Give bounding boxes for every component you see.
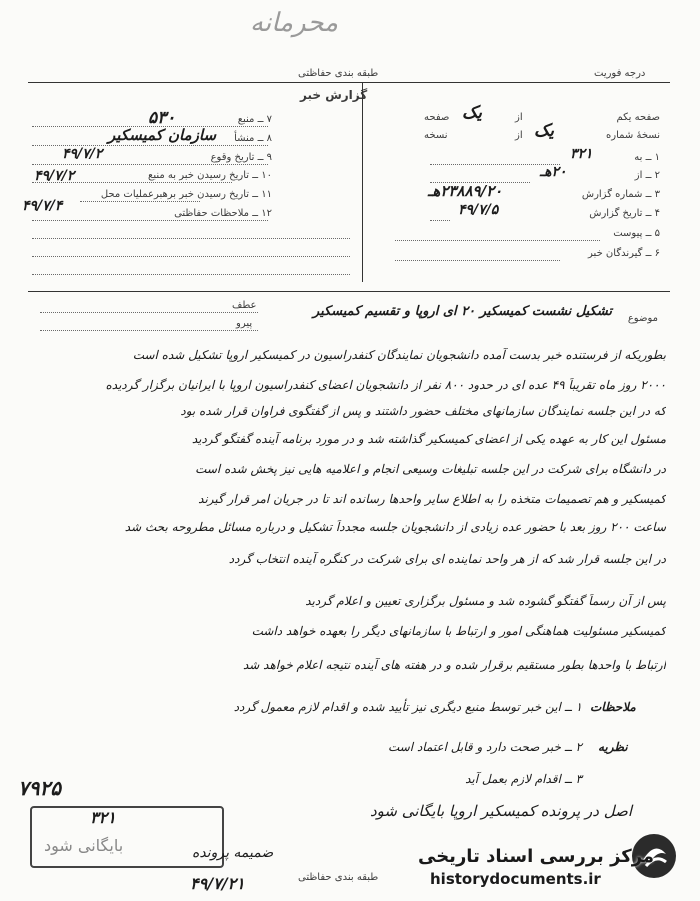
body-line: در این جلسه قرار شد که از هر واحد نماینده ای برای شرکت در کنگره آینده انتخاب گردد <box>228 552 666 566</box>
bottom-classification-label: طبقه بندی حفاظتی <box>298 872 379 883</box>
notes-label: ملاحظات <box>590 700 636 714</box>
occurrence-date-value: ۴۹/۷/۲ <box>62 146 103 162</box>
urgency-label: درجه فوریت <box>594 68 646 79</box>
stamp-text: بایگانی شود <box>44 836 124 855</box>
origin-value: سازمان کمیسکیر <box>108 126 217 144</box>
origin-label: ۸ ــ منشأ <box>234 133 272 144</box>
report-title: گزارش خبر <box>300 88 368 102</box>
ops-receipt-date-label: ۱۱ ــ تاریخ رسیدن خبر برهبرعملیات محل <box>100 189 272 200</box>
body-line: پس از آن رسماً گفتگو گشوده شد و مسئول برگزاری تعیین و اعلام گردید <box>305 594 666 608</box>
handwritten-note-2: ضمیمه پرونده <box>192 845 274 861</box>
note-text: ۲ ــ خبر صحت دارد و قابل اعتماد است <box>387 740 582 754</box>
body-line: در دانشگاه برای شرکت در این جلسه تبلیغات وسیعی انجام و اعلامیه هایی نیز پخش شده است <box>195 462 666 476</box>
attachment-label: ۵ ــ پیوست <box>613 228 660 239</box>
note-text: ۱ ــ این خبر توسط منبع دیگری نیز تأیید شده و اقدام لازم معمول گردد <box>233 700 582 714</box>
watermark-org: مرکز بررسی اسناد تاریخی <box>418 846 655 867</box>
peyro-label: پیرو <box>236 318 253 329</box>
copy-of-label: از <box>515 130 523 141</box>
copy-label: نسخهٔ شماره <box>606 130 660 141</box>
to-label: ۱ ــ به <box>634 152 660 163</box>
note-text: ۳ ــ اقدام لازم بعمل آید <box>465 772 582 786</box>
body-line: که در این جلسه نمایندگان سازمانهای مختلف حضور داشتند و پس از گفتگوی فراوان قرار شده بود <box>180 404 666 418</box>
body-line: ۲۰۰۰ روز ماه تقریباً ۴۹ عده ای در حدود ۸۰۰ نفر از دانشجویان اعضای کنفدراسیون اروپا با ایرانیان برگزار گردیده <box>105 378 666 392</box>
body-line: ساعت ۲۰۰ روز بعد با حضور عده زیادی از دانشجویان جلسه مجدداً تشکیل و درباره مسائل مطروحه بحث شد <box>124 520 666 534</box>
security-notes-value: ۴۹/۷/۴ <box>22 198 63 214</box>
page-end-label: صفحه <box>424 112 450 123</box>
from-label: ۲ ــ از <box>634 170 660 181</box>
body-line: کمیسکیر مسئولیت هماهنگی امور و ارتباط با سازمانهای دیگر را بعهده خواهد داشت <box>251 624 666 638</box>
classification-stamp: محرمانه <box>250 8 339 38</box>
handwritten-date: ۴۹/۷/۲۱ <box>190 874 245 893</box>
document-number: ۷۹۲۵ <box>18 776 61 800</box>
copy-value: یک <box>534 121 554 141</box>
subject-value: تشکیل نشست کمیسکیر ۲۰ ای اروپا و تقسیم کمیسکیر <box>312 304 612 319</box>
source-receipt-date-value: ۴۹/۷/۲ <box>34 168 75 184</box>
source-receipt-date-label: ۱۰ ــ تاریخ رسیدن خبر به منبع <box>148 170 272 181</box>
body-line: بطوریکه از فرستنده خبر بدست آمده دانشجویان نمایندگان کنفدراسیون در کمیسکیر اروپا تشکیل شده است <box>132 348 666 362</box>
stamp-number: ۳۲۱ <box>90 808 116 827</box>
body-line: مسئول این کار به عهده یکی از اعضای کمیسکیر گذاشته شد و در مورد برنامه آینده گفتگو گردید <box>191 432 666 446</box>
watermark-url: historydocuments.ir <box>430 870 601 888</box>
body-line: کمیسکیر و هم تصمیمات متخذه را به اطلاع سایر واحدها رسانده اند تا در جریان امر قرار گیرند <box>198 492 666 506</box>
recipients-label: ۶ ــ گیرندگان خبر <box>588 248 660 259</box>
opinion-label: نظریه <box>598 740 628 754</box>
report-date-value: ۴۹/۷/۵ <box>458 202 499 218</box>
source-value: ۵۳۰ <box>148 108 176 128</box>
atf-label: عطف <box>232 300 257 311</box>
copy-end-label: نسخه <box>424 130 448 141</box>
page-value: یک <box>462 103 482 123</box>
from-value: ۲۰هـ <box>540 164 567 180</box>
report-number-value: ۲۳۸۸۹/۲۰هـ <box>428 182 503 200</box>
classification-label: طبقه بندی حفاظتی <box>298 68 379 79</box>
source-label: ۷ ــ منبع <box>237 114 272 125</box>
body-line: ارتباط با واحدها بطور مستقیم برقرار شده و در هفته های آینده نتیجه اعلام خواهد شد <box>242 658 666 672</box>
handwritten-note-1: اصل در پرونده کمیسکیر اروپا بایگانی شود <box>369 802 632 820</box>
subject-label: موضوع <box>627 313 658 324</box>
occurrence-date-label: ۹ ــ تاریخ وقوع <box>210 152 272 163</box>
report-number-label: ۳ ــ شماره گزارش <box>581 189 660 200</box>
page-label: صفحه یکم <box>616 112 660 123</box>
report-date-label: ۴ ــ تاریخ گزارش <box>589 208 660 219</box>
page-of-label: از <box>515 112 523 123</box>
to-value: ۳۲۱ <box>570 146 593 162</box>
security-notes-label: ۱۲ ــ ملاحظات حفاظتی <box>174 208 272 219</box>
